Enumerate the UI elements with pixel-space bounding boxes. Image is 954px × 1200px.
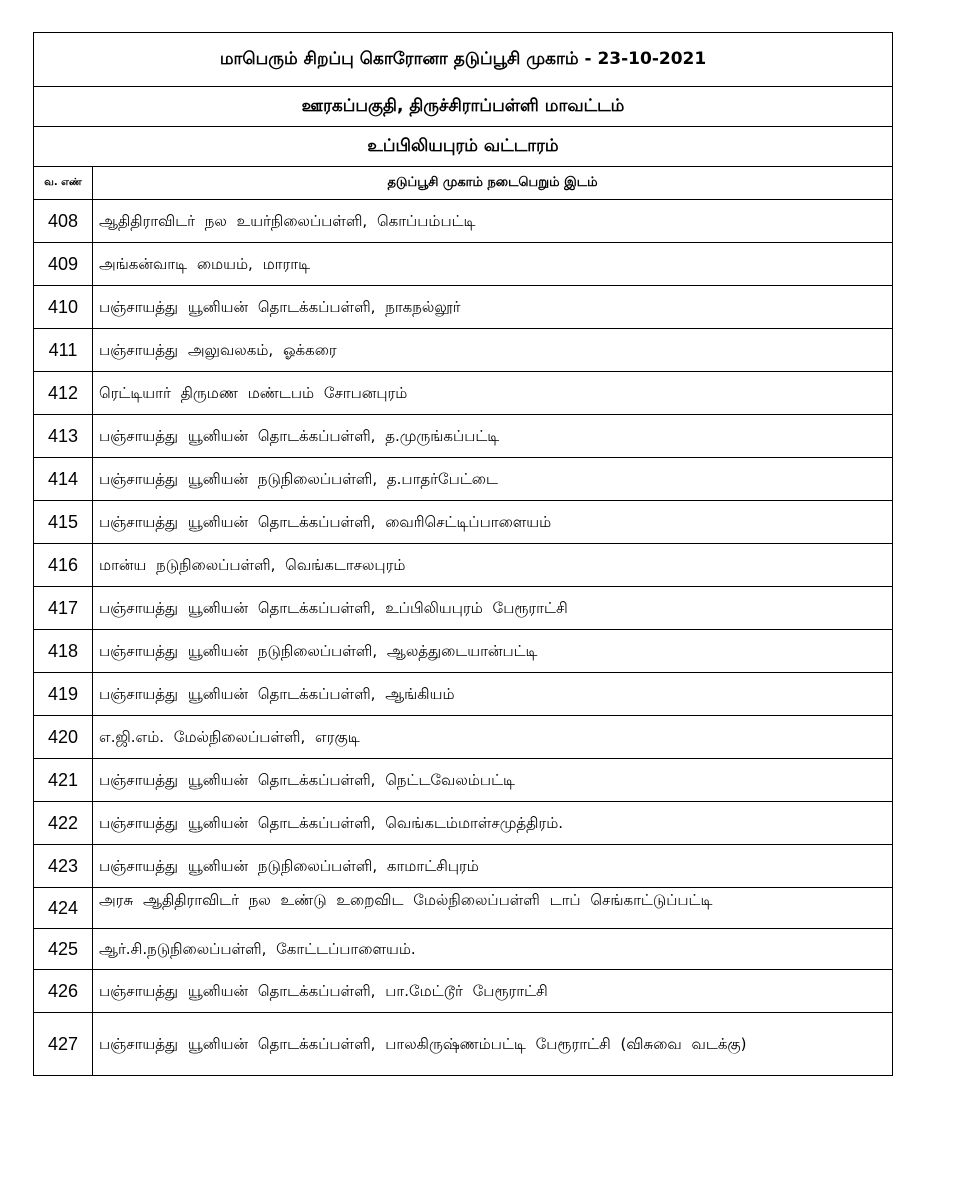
table-row — [34, 759, 893, 802]
camp-location: பஞ்சாயத்து யூனியன் தொடக்கப்பள்ளி, ஆங்கியம் — [93, 673, 893, 716]
serial-number: 413 — [34, 415, 93, 458]
camp-location: பஞ்சாயத்து யூனியன் தொடக்கப்பள்ளி, வைரிசெட்டிப்பாளையம் — [93, 501, 893, 544]
table-row — [34, 501, 893, 544]
table-row — [34, 673, 893, 716]
serial-number: 425 — [34, 929, 93, 970]
vaccination-camp-table — [33, 32, 893, 1076]
table-row — [34, 970, 893, 1013]
document-title: மாபெரும் சிறப்பு கொரோனா தடுப்பூசி முகாம் - 23-10-2021 — [34, 33, 893, 87]
camp-location-cell — [93, 888, 893, 929]
place-column-header: தடுப்பூசி முகாம் நடைபெறும் இடம் — [93, 167, 893, 200]
table-row — [34, 802, 893, 845]
table-row — [34, 1013, 893, 1076]
serial-number: 424 — [34, 888, 93, 929]
serial-number: 427 — [34, 1013, 93, 1076]
serial-number: 419 — [34, 673, 93, 716]
table-row — [34, 286, 893, 329]
serial-column-header: வ. எண் — [34, 167, 93, 200]
table-row — [34, 372, 893, 415]
camp-location: எ.ஜி.எம். மேல்நிலைப்பள்ளி, எரகுடி — [93, 716, 893, 759]
table-row — [34, 587, 893, 630]
serial-number: 415 — [34, 501, 93, 544]
table-row — [34, 458, 893, 501]
camp-location: பஞ்சாயத்து யூனியன் நடுநிலைப்பள்ளி, காமாட்சிபுரம் — [93, 845, 893, 888]
table-row — [34, 200, 893, 243]
table-row — [34, 929, 893, 970]
serial-number: 409 — [34, 243, 93, 286]
camp-location: பஞ்சாயத்து யூனியன் நடுநிலைப்பள்ளி, ஆலத்துடையான்பட்டி — [93, 630, 893, 673]
block-title: உப்பிலியபுரம் வட்டாரம் — [34, 127, 893, 167]
serial-number: 412 — [34, 372, 93, 415]
column-header-row — [34, 167, 893, 200]
camp-location: பஞ்சாயத்து யூனியன் தொடக்கப்பள்ளி, நாகநல்லூர் — [93, 286, 893, 329]
table-row — [34, 329, 893, 372]
region-title: ஊரகப்பகுதி, திருச்சிராப்பள்ளி மாவட்டம் — [34, 87, 893, 127]
serial-number: 423 — [34, 845, 93, 888]
serial-number: 408 — [34, 200, 93, 243]
camp-location: பஞ்சாயத்து அலுவலகம், ஓக்கரை — [93, 329, 893, 372]
serial-number: 411 — [34, 329, 93, 372]
serial-number: 414 — [34, 458, 93, 501]
table-row — [34, 415, 893, 458]
camp-location: பஞ்சாயத்து யூனியன் தொடக்கப்பள்ளி, த.முருங்கப்பட்டி — [93, 415, 893, 458]
camp-location: பஞ்சாயத்து யூனியன் தொடக்கப்பள்ளி, பா.மேட்டூர் பேரூராட்சி — [93, 970, 893, 1013]
camp-location: பஞ்சாயத்து யூனியன் நடுநிலைப்பள்ளி, த.பாதர்பேட்டை — [93, 458, 893, 501]
camp-location: ஆதிதிராவிடர் நல உயர்நிலைப்பள்ளி, கொப்பம்பட்டி — [93, 200, 893, 243]
serial-number: 416 — [34, 544, 93, 587]
block-row — [34, 127, 893, 167]
camp-location: ரெட்டியார் திருமண மண்டபம் சோபனபுரம் — [93, 372, 893, 415]
serial-number: 422 — [34, 802, 93, 845]
table-row — [34, 845, 893, 888]
serial-number: 420 — [34, 716, 93, 759]
table-row — [34, 544, 893, 587]
camp-location: பஞ்சாயத்து யூனியன் தொடக்கப்பள்ளி, உப்பிலியபுரம் பேரூராட்சி — [93, 587, 893, 630]
camp-location: அரசு ஆதிதிராவிடர் நல உண்டு உறைவிட மேல்நிலைப்பள்ளி டாப் செங்காட்டுப்பட்டி — [99, 891, 713, 909]
camp-location: பஞ்சாயத்து யூனியன் தொடக்கப்பள்ளி, நெட்டவேலம்பட்டி — [93, 759, 893, 802]
serial-number: 417 — [34, 587, 93, 630]
document-sheet — [33, 32, 892, 1108]
camp-location: பஞ்சாயத்து யூனியன் தொடக்கப்பள்ளி, பாலகிருஷ்ணம்பட்டி பேரூராட்சி (விசுவை வடக்கு) — [93, 1013, 893, 1076]
region-row — [34, 87, 893, 127]
title-row — [34, 33, 893, 87]
camp-location: பஞ்சாயத்து யூனியன் தொடக்கப்பள்ளி, வெங்கடம்மாள்சமுத்திரம். — [93, 802, 893, 845]
table-row — [34, 716, 893, 759]
table-row — [34, 243, 893, 286]
serial-number: 410 — [34, 286, 93, 329]
table-row — [34, 888, 893, 929]
serial-number: 421 — [34, 759, 93, 802]
table-row — [34, 630, 893, 673]
camp-location: அங்கன்வாடி மையம், மாராடி — [93, 243, 893, 286]
serial-number: 418 — [34, 630, 93, 673]
camp-location: ஆர்.சி.நடுநிலைப்பள்ளி, கோட்டப்பாளையம். — [93, 929, 893, 970]
camp-location: மான்ய நடுநிலைப்பள்ளி, வெங்கடாசலபுரம் — [93, 544, 893, 587]
serial-number: 426 — [34, 970, 93, 1013]
